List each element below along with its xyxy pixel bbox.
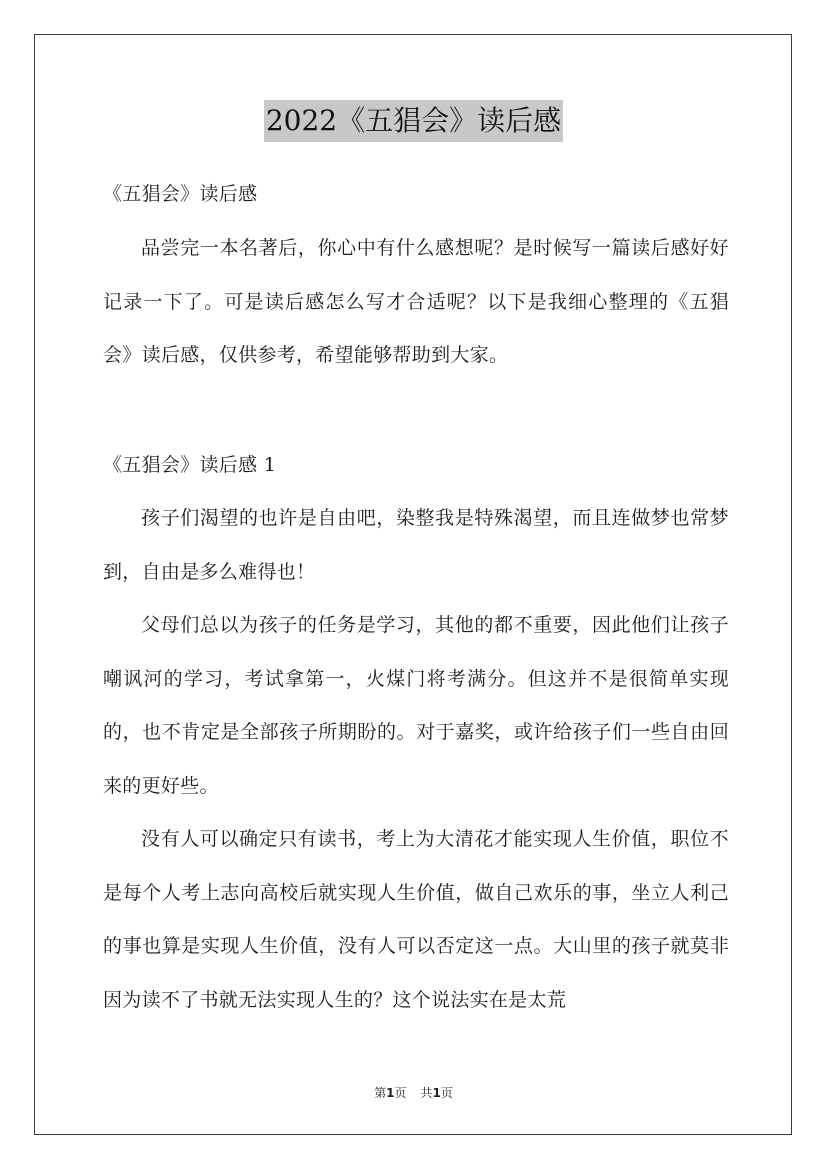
essay-heading: 《五猖会》读后感 1 (103, 454, 277, 476)
page-prefix: 第 (374, 1086, 387, 1100)
page-total: 1 (432, 1086, 441, 1100)
essay-body (103, 492, 729, 1027)
essay-paragraph-2: 父母们总以为孩子的任务是学习，其他的都不重要，因此他们让孩子嘲讽河的学习，考试拿第一，火煤门将考满分。但这并不是很简单实现的，也不肯定是全部孩子所期盼的。对于嘉奖，或许给孩子们一些自由回来的更好些。 (103, 614, 729, 797)
intro-paragraph: 品尝完一本名著后，你心中有什么感想呢？是时候写一篇读后感好好记录一下了。可是读后感怎么写才合适呢？以下是我细心整理的《五猖会》读后感，仅供参考，希望能够帮助到大家。 (103, 237, 729, 366)
total-prefix: 共 (420, 1086, 433, 1100)
title-wrapper (0, 100, 827, 142)
essay-paragraph-3: 没有人可以确定只有读书，考上为大清花才能实现人生价值，职位不是每个人考上志向高校后就实现人生价值，做自己欢乐的事，坐立人利己的事也算是实现人生价值，没有人可以否定这一点。大山里的孩子就莫非因为读不了书就无法实现人生的？这个说法实在是太荒 (103, 828, 729, 1011)
total-suffix: 页 (440, 1086, 453, 1100)
section-heading: 《五猖会》读后感 (103, 183, 258, 205)
page-suffix: 页 (394, 1086, 407, 1100)
page-current: 1 (386, 1086, 395, 1100)
document-title: 2022《五猖会》读后感 (264, 100, 563, 142)
intro-block (103, 222, 729, 383)
page-footer (0, 1084, 827, 1101)
essay-paragraph-1: 孩子们渴望的也许是自由吧，染整我是特殊渴望，而且连做梦也常梦到，自由是多么难得也！ (103, 507, 729, 583)
